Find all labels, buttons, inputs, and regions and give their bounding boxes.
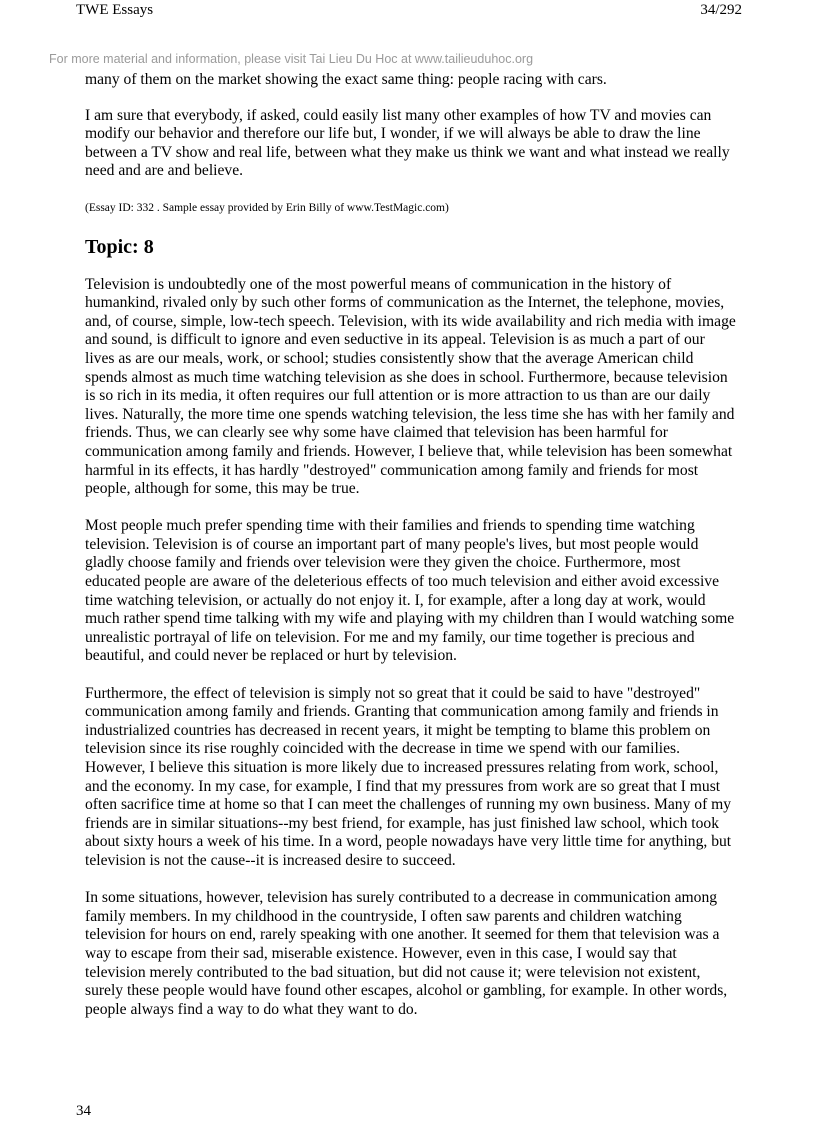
essay-paragraph: Furthermore, the effect of television is simply not so great that it could be said to have "destroyed" communication among family and friends. Granting that communication among family and friends in industrialized countries has decreased in recent years, it might be tempting to blame this problem on television since its rise roughly coincided with the decrease in time we spend with our families. However, I believe this situation is more likely due to increased pressures relating from work, school, and the economy. In my case, for example, I find that my pressures from work are so great that I must often sacrifice time at home so that I can meet the challenges of running my own business. Many of my friends are in similar situations--my best friend, for example, has just finished law school, which took about sixty hours a week of his time. In a word, people nowadays have very little time for anything, but television is not the cause--it is increased desire to succeed. xyxy=(85,684,732,869)
topic-heading: Topic: 8 xyxy=(85,235,154,258)
document-title: TWE Essays xyxy=(76,2,154,18)
document-body xyxy=(85,71,737,1038)
watermark-link[interactable]: For more material and information, please visit Tai Lieu Du Hoc at www.tailieuduhoc.org xyxy=(49,52,534,66)
page-number: 34 xyxy=(76,1103,91,1119)
essay-paragraph: Television is undoubtedly one of the most powerful means of communication in the history of humankind, rivaled only by such other forms of communication as the Internet, the telephone, movies, and, of course, simple, low-tech speech. Television, with its wide availability and rich media with image and sound, is difficult to ignore and even seductive in its appeal. Television is as much a part of our lives as are our meals, work, or school; studies consistently show that the average American child spends almost as much time watching television as she does in school. Furthermore, because television is so rich in its media, it often requires our full attention or is more attraction to us than are our daily lives. Naturally, the more time one spends watching television, the less time she has with her family and friends. Thus, we can clearly see why some have claimed that television has been harmful for communication among family and friends. However, I believe that, while television has been somewhat harmful in its effects, it has hardly "destroyed" communication among family and friends for most people, although for some, this may be true. xyxy=(85,275,736,498)
running-header xyxy=(76,0,742,20)
page-count: 34/292 xyxy=(700,2,742,18)
essay-paragraph: In some situations, however, television has surely contributed to a decrease in communication among family members. In my childhood in the countryside, I often saw parents and children watching television for hours on end, rarely speaking with one another. It seemed for them that television was a way to escape from their sad, miserable existence. However, even in this case, I would say that television merely contributed to the bad situation, but did not cause it; were television not existent, surely these people would have found other escapes, alcohol or gambling, for example. In other words, people always find a way to do what they want to do. xyxy=(85,889,728,1018)
body-paragraph: many of them on the market showing the exact same thing: people racing with cars. xyxy=(85,71,607,88)
body-paragraph: I am sure that everybody, if asked, could easily list many other examples of how TV and movies can modify our behavior and therefore our life but, I wonder, if we will always be able to draw the line between a TV show and real life, between what they make us think we want and what instead we really need and are and believe. xyxy=(85,106,730,180)
essay-source-note: (Essay ID: 332 . Sample essay provided by Erin Billy of www.TestMagic.com) xyxy=(85,201,449,214)
essay-paragraph: Most people much prefer spending time with their families and friends to spending time watching television. Television is of course an important part of many people's lives, but most people would gladly choose family and friends over television were they given the choice. Furthermore, most educated people are aware of the deleterious effects of too much television and either avoid excessive time watching television, or actually do not enjoy it. I, for example, after a long day at work, would much rather spend time talking with my wife and playing with my children than I would watching some unrealistic portrayal of life on television. For me and my family, our time together is precious and beautiful, and could never be replaced or hurt by television. xyxy=(85,517,735,665)
